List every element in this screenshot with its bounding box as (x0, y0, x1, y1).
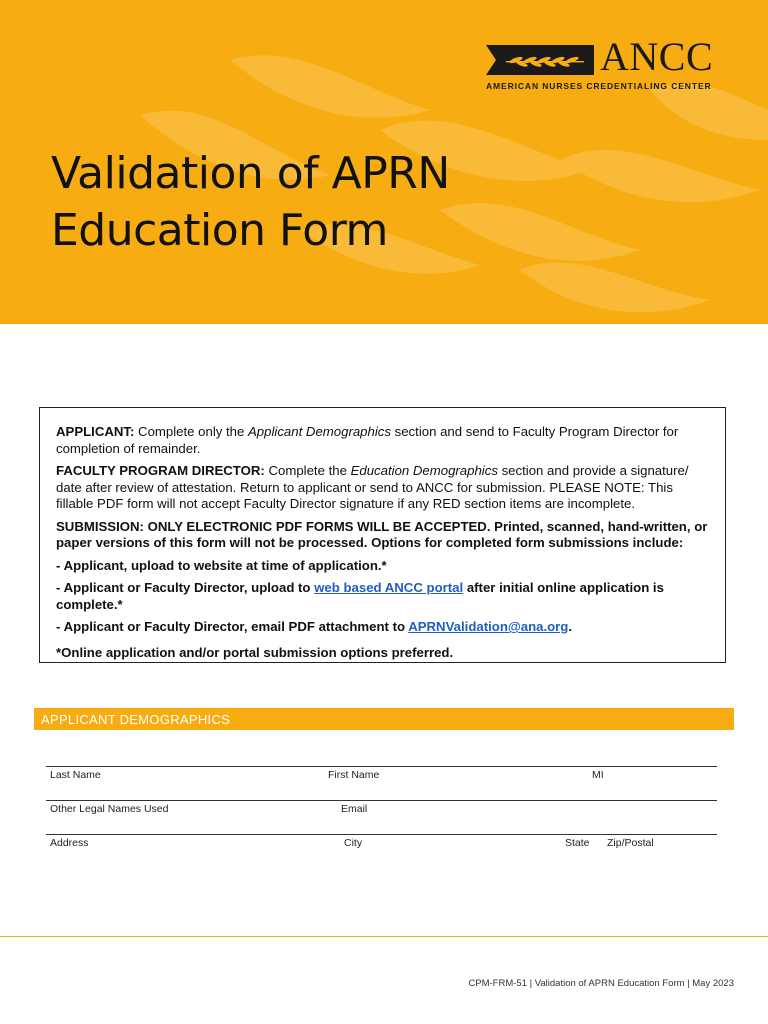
ancc-portal-link[interactable]: web based ANCC portal (314, 580, 464, 595)
other-names-label: Other Legal Names Used (50, 803, 169, 815)
footer-divider (0, 936, 768, 937)
logo-subtitle: AMERICAN NURSES CREDENTIALING CENTER (486, 81, 712, 91)
page-title: Validation of APRN (51, 148, 450, 199)
address-label: Address (50, 837, 89, 849)
city-label: City (344, 837, 363, 849)
last-name-label: Last Name (50, 769, 101, 781)
name-field-line[interactable] (46, 766, 717, 767)
email-label: Email (341, 803, 368, 815)
submission-option-2: - Applicant or Faculty Director, upload to web based ANCC portal after initial online application is complete.* (56, 580, 664, 612)
instructions-box (39, 407, 726, 663)
applicant-demographics-header (34, 708, 734, 730)
submission-option-1: - Applicant, upload to website at time of application.* (56, 557, 387, 573)
mi-label: MI (592, 769, 604, 781)
director-instruction: FACULTY PROGRAM DIRECTOR: Complete the Education Demographics section and provide a signature/ date after review of attestation. Return to applicant or send to ANCC for submission. PLEASE NOTE: This fillable PDF form will not accept Faculty Director signature if any RED section items are incomplete. (56, 463, 689, 511)
submission-note: *Online application and/or portal submission options preferred. (56, 644, 454, 660)
footer-text: CPM-FRM-51 | Validation of APRN Education Form | May 2023 (468, 978, 734, 989)
email-link[interactable]: APRNValidation@ana.org (408, 619, 569, 634)
applicant-instruction: APPLICANT: Complete only the Applicant Demographics section and send to Faculty Program Director for completion of remainder. (56, 424, 679, 456)
state-label: State (565, 837, 590, 849)
section-title: APPLICANT DEMOGRAPHICS (41, 712, 231, 727)
ancc-wheat-mark-icon (486, 45, 594, 75)
page-subtitle: Education Form (51, 205, 388, 256)
address-field-line[interactable] (46, 834, 717, 835)
other-names-field-line[interactable] (46, 800, 717, 801)
ancc-logo (486, 34, 726, 95)
zip-label: Zip/Postal (607, 837, 654, 849)
header-banner (0, 0, 768, 324)
submission-option-3: - Applicant or Faculty Director, email PDF attachment to APRNValidation@ana.org. (56, 619, 573, 634)
submission-instruction: SUBMISSION: ONLY ELECTRONIC PDF FORMS WILL BE ACCEPTED. Printed, scanned, hand-written, or paper versions of this form will not be processed. Options for completed form submissions include: (56, 518, 708, 550)
logo-wordmark: ANCC (600, 34, 714, 79)
first-name-label: First Name (328, 769, 380, 781)
